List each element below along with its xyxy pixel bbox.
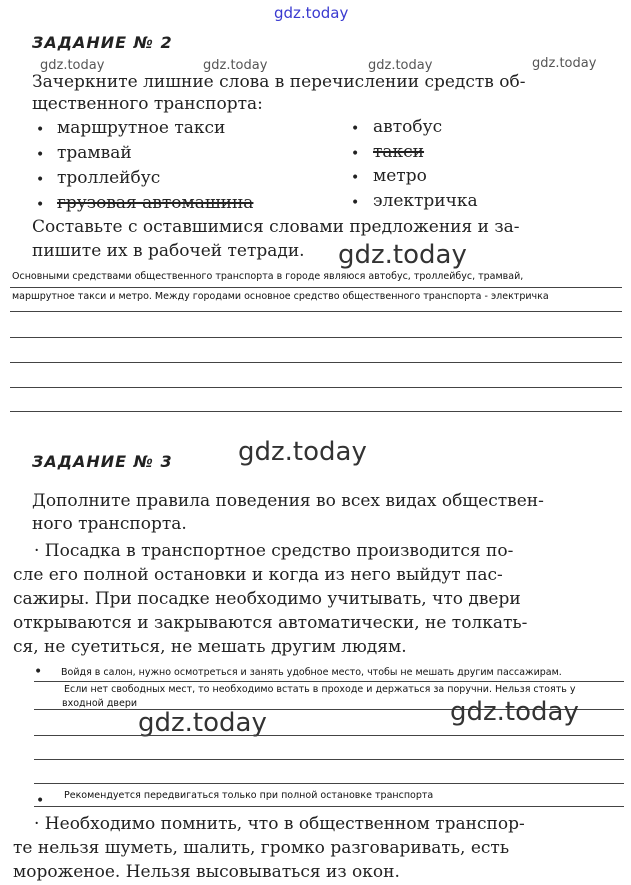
bullet: • <box>36 172 45 188</box>
rule1-line: · Посадка в транспортное средство производится по- <box>34 541 514 561</box>
task2-sentence-line2: пишите их в рабочей тетради. <box>32 241 305 261</box>
watermark-big: gdz.today <box>238 437 367 467</box>
bullet: • <box>36 197 45 213</box>
rule1-line: ся, не суетиться, не мешать другим людям. <box>13 637 407 657</box>
task2-heading: ЗАДАНИЕ № 2 <box>32 33 173 52</box>
list-item-right-struck[interactable]: такси <box>373 142 425 162</box>
list-item-right[interactable]: электричка <box>373 191 478 211</box>
task3-intro-line1: Дополните правила поведения во всех видах обществен- <box>32 491 544 511</box>
answer-rule <box>34 735 624 736</box>
bullet: • <box>36 147 45 163</box>
bullet: • <box>351 146 360 162</box>
rule2-line: те нельзя шуметь, шалить, громко разговаривать, есть <box>13 838 510 858</box>
rule2-line: · Необходимо помнить, что в общественном транспор- <box>34 814 525 834</box>
rule1-line: сле его полной остановки и когда из него выйдут пас- <box>13 565 503 585</box>
watermark-big: gdz.today <box>338 240 467 270</box>
answer-rule <box>10 362 622 363</box>
watermark-small: gdz.today <box>532 56 597 71</box>
answer-text: Рекомендуется передвигаться только при полной остановке транспорта <box>64 790 434 801</box>
bullet: • <box>351 121 360 137</box>
answer-rule <box>10 411 622 412</box>
list-item-left[interactable]: трамвай <box>57 143 132 163</box>
answer-text: входной двери <box>62 698 138 709</box>
task2-sentence-line1: Составьте с оставшимися словами предложения и за- <box>32 217 520 237</box>
task2-instruction-line2: щественного транспорта: <box>32 94 263 114</box>
answer-rule <box>10 287 622 288</box>
bullet: • <box>36 122 45 138</box>
task3-intro-line2: ного транспорта. <box>32 514 187 534</box>
answer-rule <box>10 387 622 388</box>
watermark-small: gdz.today <box>203 58 268 73</box>
task2-instruction-line1: Зачеркните лишние слова в перечислении средств об- <box>32 72 526 92</box>
list-item-right[interactable]: автобус <box>373 117 443 137</box>
answer-rule <box>34 783 624 784</box>
bullet: • <box>351 195 360 211</box>
watermark-small: gdz.today <box>40 58 105 73</box>
answer-rule <box>10 311 622 312</box>
answer-rule <box>10 337 622 338</box>
bullet: • <box>34 664 43 680</box>
answer-text: маршрутное такси и метро. Между городами основное средство общественного транспорта - электричка <box>12 291 549 302</box>
answer-rule <box>34 759 624 760</box>
list-item-left[interactable]: троллейбус <box>57 168 161 188</box>
answer-rule <box>34 681 624 682</box>
rule1-line: сажиры. При посадке необходимо учитывать, что двери <box>13 589 521 609</box>
answer-text: Войдя в салон, нужно осмотреться и занять удобное место, чтобы не мешать другим пассажирам. <box>61 667 562 678</box>
watermark-top: gdz.today <box>274 4 349 22</box>
answer-text: Основными средствами общественного транспорта в городе являюся автобус, троллейбус, трамвай, <box>12 271 524 282</box>
rule2-line: мороженое. Нельзя высовываться из окон. <box>13 862 400 882</box>
list-item-right[interactable]: метро <box>373 166 427 186</box>
rule1-line: открываются и закрываются автоматически, не толкать- <box>13 613 528 633</box>
watermark-big: gdz.today <box>450 697 579 727</box>
answer-text: Если нет свободных мест, то необходимо встать в проходе и держаться за поручни. Нельзя стоять у <box>64 684 576 695</box>
list-item-left[interactable]: маршрутное такси <box>57 118 226 138</box>
watermark-big: gdz.today <box>138 708 267 738</box>
answer-rule <box>34 806 624 807</box>
task3-heading: ЗАДАНИЕ № 3 <box>32 452 173 471</box>
watermark-small: gdz.today <box>368 58 433 73</box>
list-item-left-struck[interactable]: грузовая автомашина <box>57 193 254 213</box>
bullet: • <box>36 793 45 809</box>
bullet: • <box>351 170 360 186</box>
